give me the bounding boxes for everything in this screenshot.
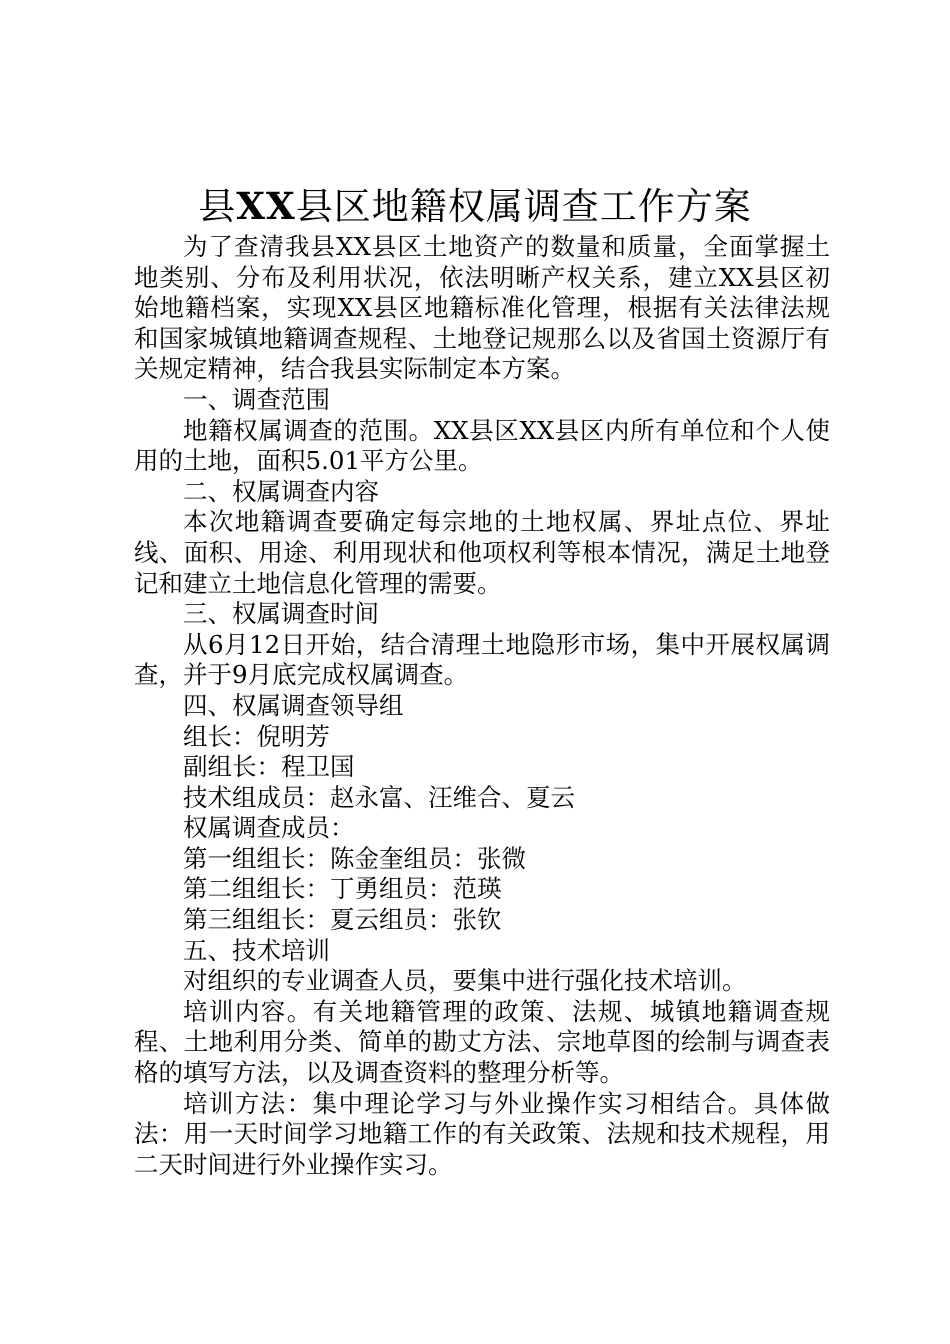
paragraph-leader: 组长：倪明芳: [183, 721, 330, 751]
section-heading-leadership: 四、权属调查领导组: [183, 690, 404, 720]
title-suffix: 县区地籍权属调查工作方案: [295, 185, 752, 228]
section-heading-content: 二、权属调查内容: [183, 476, 379, 506]
section-heading-training: 五、技术培训: [183, 935, 330, 965]
paragraph-deputy-leader: 副组长：程卫国: [183, 752, 355, 782]
paragraph-time: 从6月12日开始，结合清理土地隐形市场，集中开展权属调查，并于9月底完成权属调查。: [134, 629, 830, 690]
paragraph-scope: 地籍权属调查的范围。XX县区XX县区内所有单位和个人使用的土地，面积5.01平方公里。: [134, 415, 830, 476]
paragraph-training-intro: 对组织的专业调查人员，要集中进行强化技术培训。: [183, 966, 747, 996]
paragraph-group-1: 第一组组长：陈金奎组员：张微: [183, 843, 526, 873]
paragraph-intro: 为了查清我县XX县区土地资产的数量和质量，全面掌握土地类别、分布及利用状况，依法明晰产权关系，建立XX县区初始地籍档案，实现XX县区地籍标准化管理，根据有关法律法规和国家城镇地籍调查规程、土地登记规那么以及省国土资源厅有关规定精神，结合我县实际制定本方案。: [134, 232, 830, 384]
document-body: [134, 232, 830, 1180]
paragraph-tech-members: 技术组成员：赵永富、汪维合、夏云: [183, 782, 575, 812]
paragraph-training-content: 培训内容。有关地籍管理的政策、法规、城镇地籍调查规程、土地利用分类、简单的勘丈方法、宗地草图的绘制与调查表格的填写方法，以及调查资料的整理分析等。: [134, 996, 830, 1088]
paragraph-group-2: 第二组组长：丁勇组员：范瑛: [183, 874, 502, 904]
title-prefix: 县: [198, 185, 237, 228]
title-bold: XX: [236, 184, 296, 228]
document-title: [0, 182, 950, 231]
paragraph-group-3: 第三组组长：夏云组员：张钦: [183, 905, 502, 935]
paragraph-training-method: 培训方法：集中理论学习与外业操作实习相结合。具体做法：用一天时间学习地籍工作的有关政策、法规和技术规程，用二天时间进行外业操作实习。: [134, 1088, 830, 1179]
section-heading-time: 三、权属调查时间: [183, 599, 379, 629]
section-heading-scope: 一、调查范围: [183, 384, 330, 414]
paragraph-survey-members: 权属调查成员：: [183, 813, 355, 843]
paragraph-content: 本次地籍调查要确定每宗地的土地权属、界址点位、界址线、面积、用途、利用现状和他项权利等根本情况，满足土地登记和建立土地信息化管理的需要。: [134, 507, 830, 598]
